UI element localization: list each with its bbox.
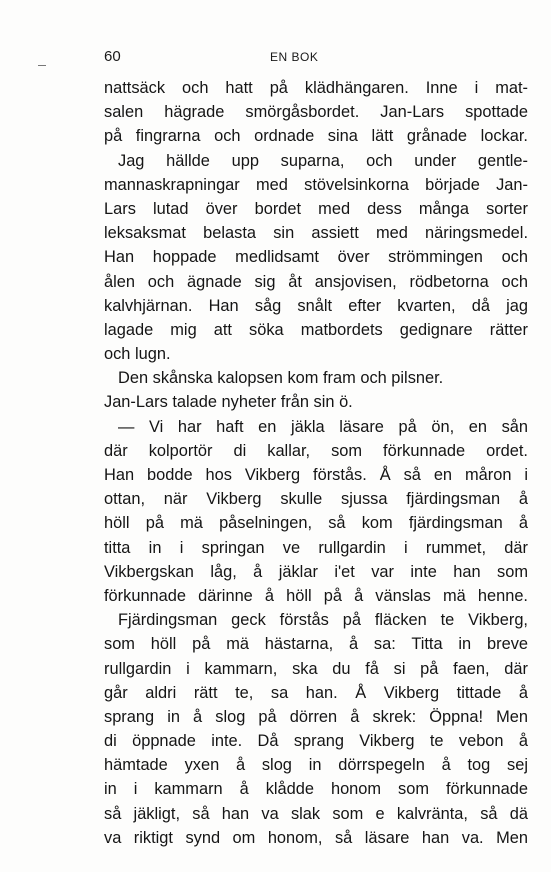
margin-mark: [38, 65, 46, 66]
text-line: går aldri rätt te, sa han. Å Vikberg tittade å: [104, 683, 528, 702]
text-line: så jäkligt, så han va slak som e kalvränta, så dä: [104, 804, 528, 823]
text-line: Han bodde hos Vikberg förstås. Å så en måron i: [104, 466, 528, 484]
text-line: in i kammarn å klådde honom som förkunnade: [104, 780, 528, 799]
page-header: [104, 48, 528, 70]
text-line: kalvhjärnan. Han såg snålt efter kvarten, då jag: [104, 296, 528, 315]
body-text: [104, 76, 528, 850]
text-line: rullgardin i kammarn, ska du få si på faen, där: [104, 659, 528, 678]
text-line: Lars lutad över bordet med dess många sorter: [104, 199, 528, 218]
text-line: ålen och ägnade sig åt ansjovisen, rödbetorna och: [104, 272, 528, 291]
text-line: Jag hällde upp suparna, och under gentle-: [118, 151, 528, 170]
text-line: va riktigt synd om honom, så läsare han va. Men: [104, 828, 528, 847]
text-line: förkunnade därinne å höll på å vänslas mä henne.: [104, 586, 528, 605]
page-number: 60: [104, 48, 121, 65]
text-line: Jan-Lars talade nyheter från sin ö.: [104, 393, 353, 412]
running-head: EN BOK: [270, 50, 319, 64]
text-line: sprang in å slog på dörren å skrek: Öppna! Men: [104, 707, 528, 726]
text-line: titta in i springan ve rullgardin i rummet, där: [104, 538, 528, 557]
text-line: — Vi har haft en jäkla läsare på ön, en sån: [118, 417, 528, 436]
text-line: nattsäck och hatt på klädhängaren. Inne i mat-: [104, 79, 528, 97]
text-line: leksaksmat belasta sin assiett med näringsmedel.: [104, 224, 528, 243]
text-line: som höll på mä hästarna, å sa: Titta in breve: [104, 635, 528, 654]
text-line: Fjärdingsman geck förstås på fläcken te Vikberg,: [118, 611, 528, 630]
text-line: mannaskrapningar med stövelsinkorna började Jan-: [104, 175, 528, 194]
text-line: ottan, när Vikberg skulle sjussa fjärdingsman å: [104, 490, 528, 509]
text-line: och lugn.: [104, 345, 171, 364]
text-line: där kolportör di kallar, som förkunnade ordet.: [104, 441, 528, 460]
text-line: lagade mig att söka matbordets gedignare rätter: [104, 320, 528, 339]
text-line: på fingrarna och ordnade sina lätt grånade lockar.: [104, 127, 528, 146]
text-line: di öppnade inte. Då sprang Vikberg te vebon å: [104, 732, 528, 751]
text-line: Den skånska kalopsen kom fram och pilsner.: [118, 369, 444, 388]
text-line: Han hoppade medlidsamt över strömmingen och: [104, 248, 528, 267]
text-line: höll på mä påselningen, så kom fjärdingsman å: [104, 514, 528, 533]
text-line: salen hägrade smörgåsbordet. Jan-Lars spottade: [104, 103, 528, 122]
text-line: Vikbergskan låg, å jäklar i'et var inte han som: [104, 562, 528, 581]
text-line: hämtade yxen å slog in dörrspegeln å tog sej: [104, 756, 528, 775]
